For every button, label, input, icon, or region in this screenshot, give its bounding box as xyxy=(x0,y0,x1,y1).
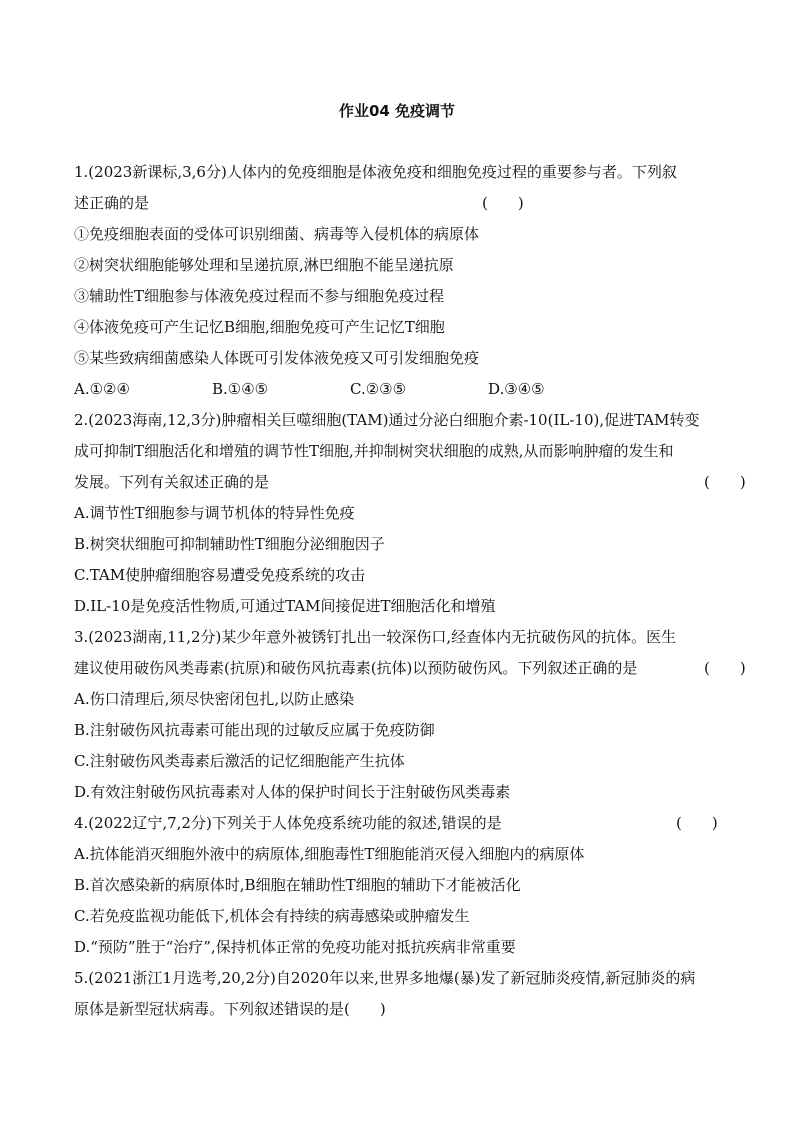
question-1-stem-line-1: 1.(2023新课标,3,6分)人体内的免疫细胞是体液免疫和细胞免疫过程的重要参与者。下列叙 xyxy=(74,163,677,181)
question-3-stem-line-1: 3.(2023湖南,11,2分)某少年意外被锈钉扎出一较深伤口,经查体内无抗破伤风的抗体。医生 xyxy=(74,628,677,646)
option-a: A.①②④ xyxy=(74,380,130,398)
question-5-stem-line-1: 5.(2021浙江1月选考,20,2分)自2020年以来,世界多地爆(暴)发了新冠肺炎疫情,新冠肺炎的病 xyxy=(74,969,696,987)
option-b: B.首次感染新的病原体时,B细胞在辅助性T细胞的辅助下才能被活化 xyxy=(74,876,521,894)
question-1-stem-line-2 xyxy=(74,192,754,223)
option-c: C.注射破伤风类毒素后激活的记忆细胞能产生抗体 xyxy=(74,752,405,770)
option-c: C.②③⑤ xyxy=(350,380,407,398)
question-1-options xyxy=(74,378,754,409)
question-3-stem-text: 建议使用破伤风类毒素(抗原)和破伤风抗毒素(抗体)以预防破伤风。下列叙述正确的是 xyxy=(74,659,638,677)
question-2-stem-text: 发展。下列有关叙述正确的是 xyxy=(74,473,270,491)
option-b: B.树突状细胞可抑制辅助性T细胞分泌细胞因子 xyxy=(74,535,385,553)
statement-1: ①免疫细胞表面的受体可识别细菌、病毒等入侵机体的病原体 xyxy=(74,225,480,243)
statement-3: ③辅助性T细胞参与体液免疫过程而不参与细胞免疫过程 xyxy=(74,287,445,305)
question-2-stem-line-1: 2.(2023海南,12,3分)肿瘤相关巨噬细胞(TAM)通过分泌白细胞介素-10(IL-10),促进TAM转变 xyxy=(74,411,700,429)
question-2-stem-line-3 xyxy=(74,471,754,502)
question-5 xyxy=(74,967,754,1029)
question-2 xyxy=(74,409,754,626)
option-b: B.注射破伤风抗毒素可能出现的过敏反应属于免疫防御 xyxy=(74,721,435,739)
option-a: A.抗体能消灭细胞外液中的病原体,细胞毒性T细胞能消灭侵入细胞内的病原体 xyxy=(74,845,585,863)
statement-5: ⑤某些致病细菌感染人体既可引发体液免疫又可引发细胞免疫 xyxy=(74,349,480,367)
statement-4: ④体液免疫可产生记忆B细胞,细胞免疫可产生记忆T细胞 xyxy=(74,318,445,336)
answer-blank: ( ) xyxy=(482,194,524,212)
question-1 xyxy=(74,161,754,409)
question-1-stem-text: 述正确的是 xyxy=(74,194,150,212)
option-a: A.伤口清理后,须尽快密闭包扎,以防止感染 xyxy=(74,690,355,708)
question-4-stem-line-1 xyxy=(74,812,754,843)
option-d: D.③④⑤ xyxy=(488,380,545,398)
question-list xyxy=(74,161,754,1029)
option-d: D.有效注射破伤风抗毒素对人体的保护时间长于注射破伤风类毒素 xyxy=(74,783,511,801)
question-5-stem-line-2: 原体是新型冠状病毒。下列叙述错误的是( ) xyxy=(74,1000,386,1018)
option-d: D.“预防”胜于“治疗”,保持机体正常的免疫功能对抵抗疾病非常重要 xyxy=(74,938,516,956)
answer-blank: ( ) xyxy=(676,814,718,832)
option-c: C.TAM使肿瘤细胞容易遭受免疫系统的攻击 xyxy=(74,566,366,584)
answer-blank: ( ) xyxy=(704,659,746,677)
option-c: C.若免疫监视功能低下,机体会有持续的病毒感染或肿瘤发生 xyxy=(74,907,470,925)
question-4-stem-text: 4.(2022辽宁,7,2分)下列关于人体免疫系统功能的叙述,错误的是 xyxy=(74,814,502,832)
question-2-stem-line-2: 成可抑制T细胞活化和增殖的调节性T细胞,并抑制树突状细胞的成熟,从而影响肿瘤的发生和 xyxy=(74,442,674,460)
option-b: B.①④⑤ xyxy=(212,380,269,398)
question-4 xyxy=(74,812,754,967)
option-a: A.调节性T细胞参与调节机体的特异性免疫 xyxy=(74,504,355,522)
question-3 xyxy=(74,626,754,812)
page-title: 作业04 免疫调节 xyxy=(338,102,456,120)
option-d: D.IL-10是免疫活性物质,可通过TAM间接促进T细胞活化和增殖 xyxy=(74,597,496,615)
question-3-stem-line-2 xyxy=(74,657,754,688)
answer-blank: ( ) xyxy=(704,473,746,491)
statement-2: ②树突状细胞能够处理和呈递抗原,淋巴细胞不能呈递抗原 xyxy=(74,256,454,274)
